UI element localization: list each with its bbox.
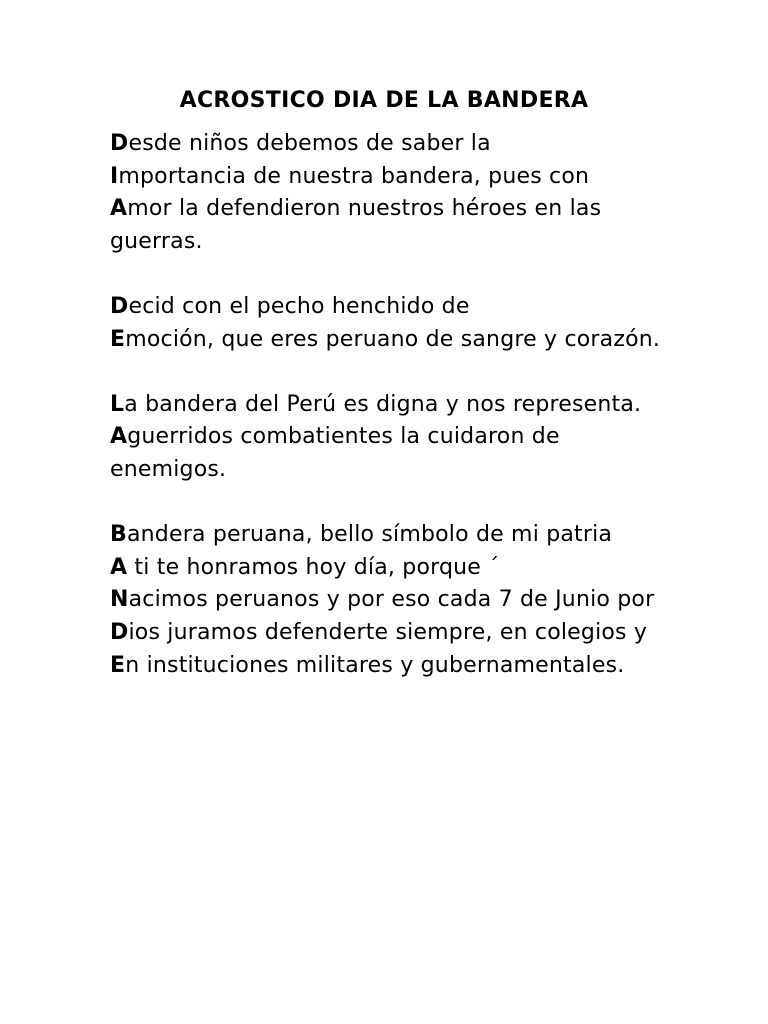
verse-initial: A [110, 554, 128, 580]
verse-text: acimos peruanos y por eso cada 7 de Junio por [128, 587, 655, 613]
verse-text: guerridos combatientes la cuidaron de enemigos. [110, 424, 560, 482]
verse [110, 193, 670, 258]
verse-initial: E [110, 652, 126, 678]
verse [110, 519, 670, 552]
verse-initial: N [110, 587, 129, 613]
verse-text: mor la defendieron nuestros héroes en las guerras. [110, 196, 602, 254]
verse-text: a bandera del Perú es digna y nos representa. [124, 391, 642, 417]
stanza-4 [110, 519, 670, 682]
acrostic-poem [110, 128, 670, 682]
verse [110, 421, 670, 486]
verse-initial: B [110, 522, 127, 548]
verse-text: n instituciones militares y gubernamentales. [125, 652, 625, 678]
stanza-1 [110, 128, 670, 258]
verse [110, 650, 670, 683]
verse [110, 291, 670, 324]
verse [110, 389, 670, 422]
verse-initial: D [110, 293, 129, 319]
verse-initial: L [110, 391, 125, 417]
verse-text: ti te honramos hoy día, porque ´ [127, 554, 500, 580]
verse-text: andera peruana, bello símbolo de mi patria [126, 522, 613, 548]
verse-text: esde niños debemos de saber la [128, 131, 491, 156]
verse [110, 584, 670, 617]
verse-text: moción, que eres peruano de sangre y corazón. [125, 326, 661, 352]
verse [110, 324, 670, 357]
verse-initial: A [110, 424, 128, 450]
verse [110, 617, 670, 650]
verse-initial: D [110, 619, 129, 645]
verse [110, 161, 670, 194]
verse [110, 128, 670, 161]
verse-text: ios juramos defenderte siempre, en colegios y [128, 619, 648, 645]
stanza-3 [110, 389, 670, 487]
verse-initial: D [110, 131, 129, 156]
verse-initial: A [110, 196, 128, 222]
verse-text: ecid con el pecho henchido de [128, 293, 470, 319]
verse-text: mportancia de nuestra bandera, pues con [118, 163, 590, 189]
verse [110, 552, 670, 585]
verse-initial: I [110, 163, 119, 189]
document-title: ACROSTICO DIA DE LA BANDERA [179, 88, 589, 113]
verse-initial: E [110, 326, 126, 352]
stanza-2 [110, 291, 670, 356]
